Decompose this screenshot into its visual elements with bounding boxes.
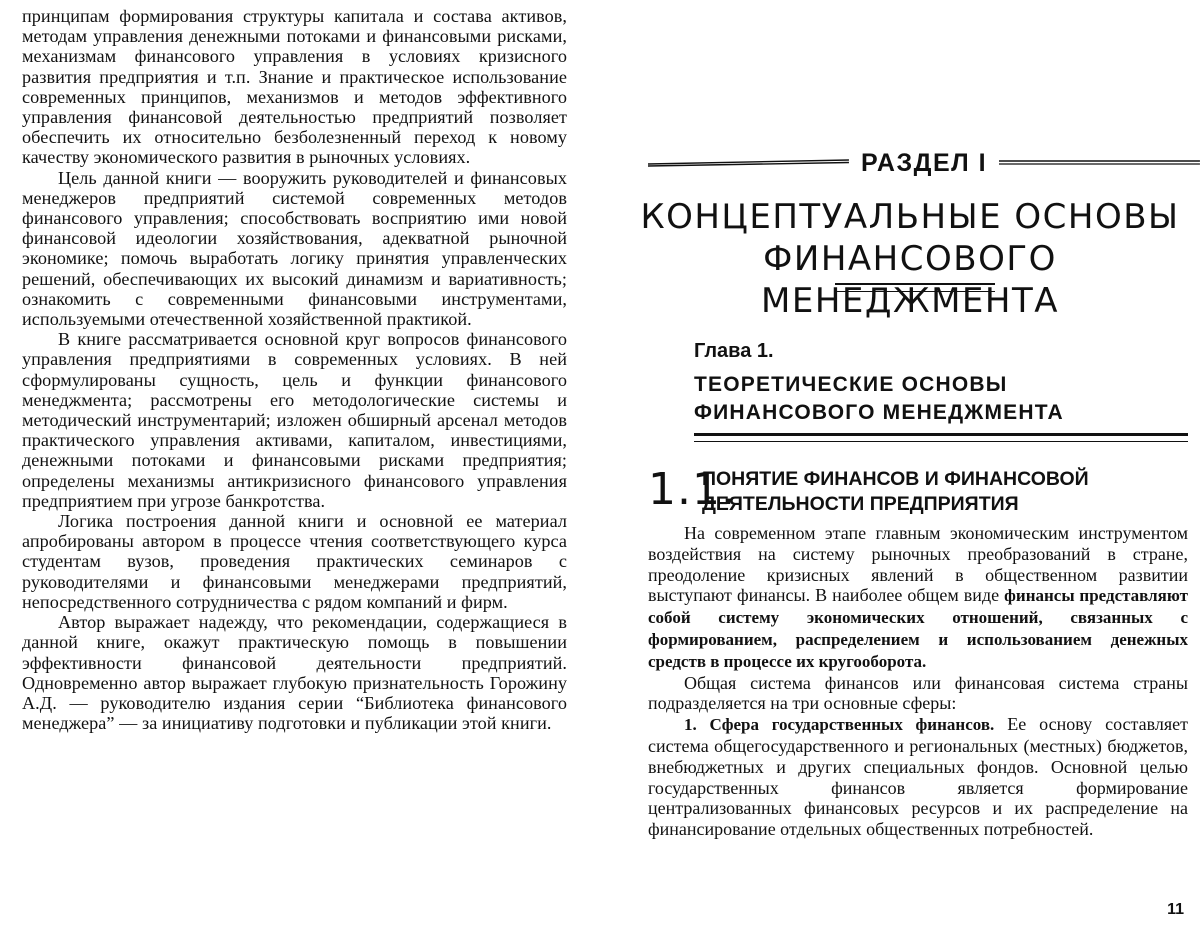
part-title-line: ФИНАНСОВОГО МЕНЕДЖМЕНТА [761, 239, 1059, 321]
left-paragraph: Автор выражает надежду, что рекомендации, содержащиеся в данной книге, окажут практическую помощь в повышении эффективности финансовой деятельности предприятий. Одновременно автор выражает глубокую признательность Горожину А.Д. — руководителю издания серии “Библиотека финансового менеджера” — за инициативу подготовки и публикации этой книги. [22, 612, 567, 734]
section-label: РАЗДЕЛ I [860, 148, 988, 177]
section-rule-left [648, 159, 849, 167]
term-bold: 1. Сфера государственных финансов. [684, 715, 995, 735]
body-paragraph: Общая система финансов или финансовая система страны подразделяется на три основные сферы: [648, 672, 1188, 714]
part-title-line: КОНЦЕПТУАЛЬНЫЕ ОСНОВЫ [640, 197, 1180, 237]
paragraph-number: 1.1. [648, 464, 736, 515]
part-title-rule [835, 283, 995, 292]
left-paragraph: принципам формирования структуры капитала и состава активов, методам управления денежными потоками и финансовыми рисками, механизмам финансового управления в условиях кризисного развития предприятия и т.п. Знание и практическое использование современных принципов, механизмов и методов эффективного управления финансовой деятельностью предприятий позволяет обеспечить их относительно безболезненный переход к новому качеству экономического развития в рыночных условиях. [22, 6, 567, 168]
chapter-rule [694, 433, 1188, 442]
left-page-text [22, 6, 567, 733]
paragraph-title-line: ПОНЯТИЕ ФИНАНСОВ И ФИНАНСОВОЙ [702, 468, 1089, 490]
body-text: На современном этапе главным экономическим инструментом воздействия на систему рыночных преобразований в стране, преодоление кризисных явлений в общественном развитии выступают финансы. В наиболее общем виде [648, 523, 1188, 606]
right-page-text [648, 523, 1188, 840]
body-paragraph [648, 714, 1188, 840]
body-paragraph [648, 523, 1188, 673]
chapter-title-line: ФИНАНСОВОГО МЕНЕДЖМЕНТА [694, 401, 1064, 424]
left-paragraph: Цель данной книги — вооружить руководителей и финансовых менеджеров предприятий системой современных методов финансового управления; способствовать восприятию ими новой финансовой идеологии хозяйствования, адекватной рыночной экономике; помочь выработать логику принятия управленческих решений, обеспечивающих их высокий динамизм и вариативность; ознакомить с современными финансовыми инструментами, используемыми отечественной хозяйственной практикой. [22, 167, 567, 330]
paragraph-title [702, 467, 1192, 517]
page-number: 11 [1167, 901, 1184, 918]
section-rule-right [999, 159, 1200, 167]
right-page [600, 0, 1200, 933]
chapter-label: Глава 1. [694, 340, 774, 362]
section-heading [648, 148, 1200, 178]
definition-bold: финансы представляют собой систему экономических отношений, связанных с формированием, распределением и использованием денежных средств в процессе их кругооборота. [648, 586, 1188, 671]
body-text: Ее основу составляет система общегосударственного и региональных (местных) бюджетов, внебюджетных и других специальных фондов. Основной целью государственных финансов является формирование централизованных финансовых ресурсов и их распределение на финансирование отдельных общественных потребностей. [648, 714, 1188, 840]
paragraph-title-line: ДЕЯТЕЛЬНОСТИ ПРЕДПРИЯТИЯ [702, 493, 1019, 515]
left-paragraph: Логика построения данной книги и основной ее материал апробированы автором в процессе чтения соответствующего курса студентам вузов, проведения практических семинаров с руководителями и финансовыми менеджерами предприятий, непосредственного сотрудничества с рядом компаний и фирм. [22, 511, 567, 612]
left-paragraph: В книге рассматривается основной круг вопросов финансового управления предприятиями в современных условиях. В ней сформулированы сущность, цель и функции финансового менеджмента; рассмотрены его методологические системы и методический инструментарий; изложен обширный арсенал методов практического управления активами, капиталом, инвестициями, денежными потоками и финансовыми рисками предприятия; определены механизмы антикризисного финансового управления предприятием при угрозе банкротства. [22, 329, 567, 511]
chapter-title [694, 371, 1194, 427]
part-title [630, 196, 1190, 322]
chapter-title-line: ТЕОРЕТИЧЕСКИЕ ОСНОВЫ [694, 373, 1008, 396]
